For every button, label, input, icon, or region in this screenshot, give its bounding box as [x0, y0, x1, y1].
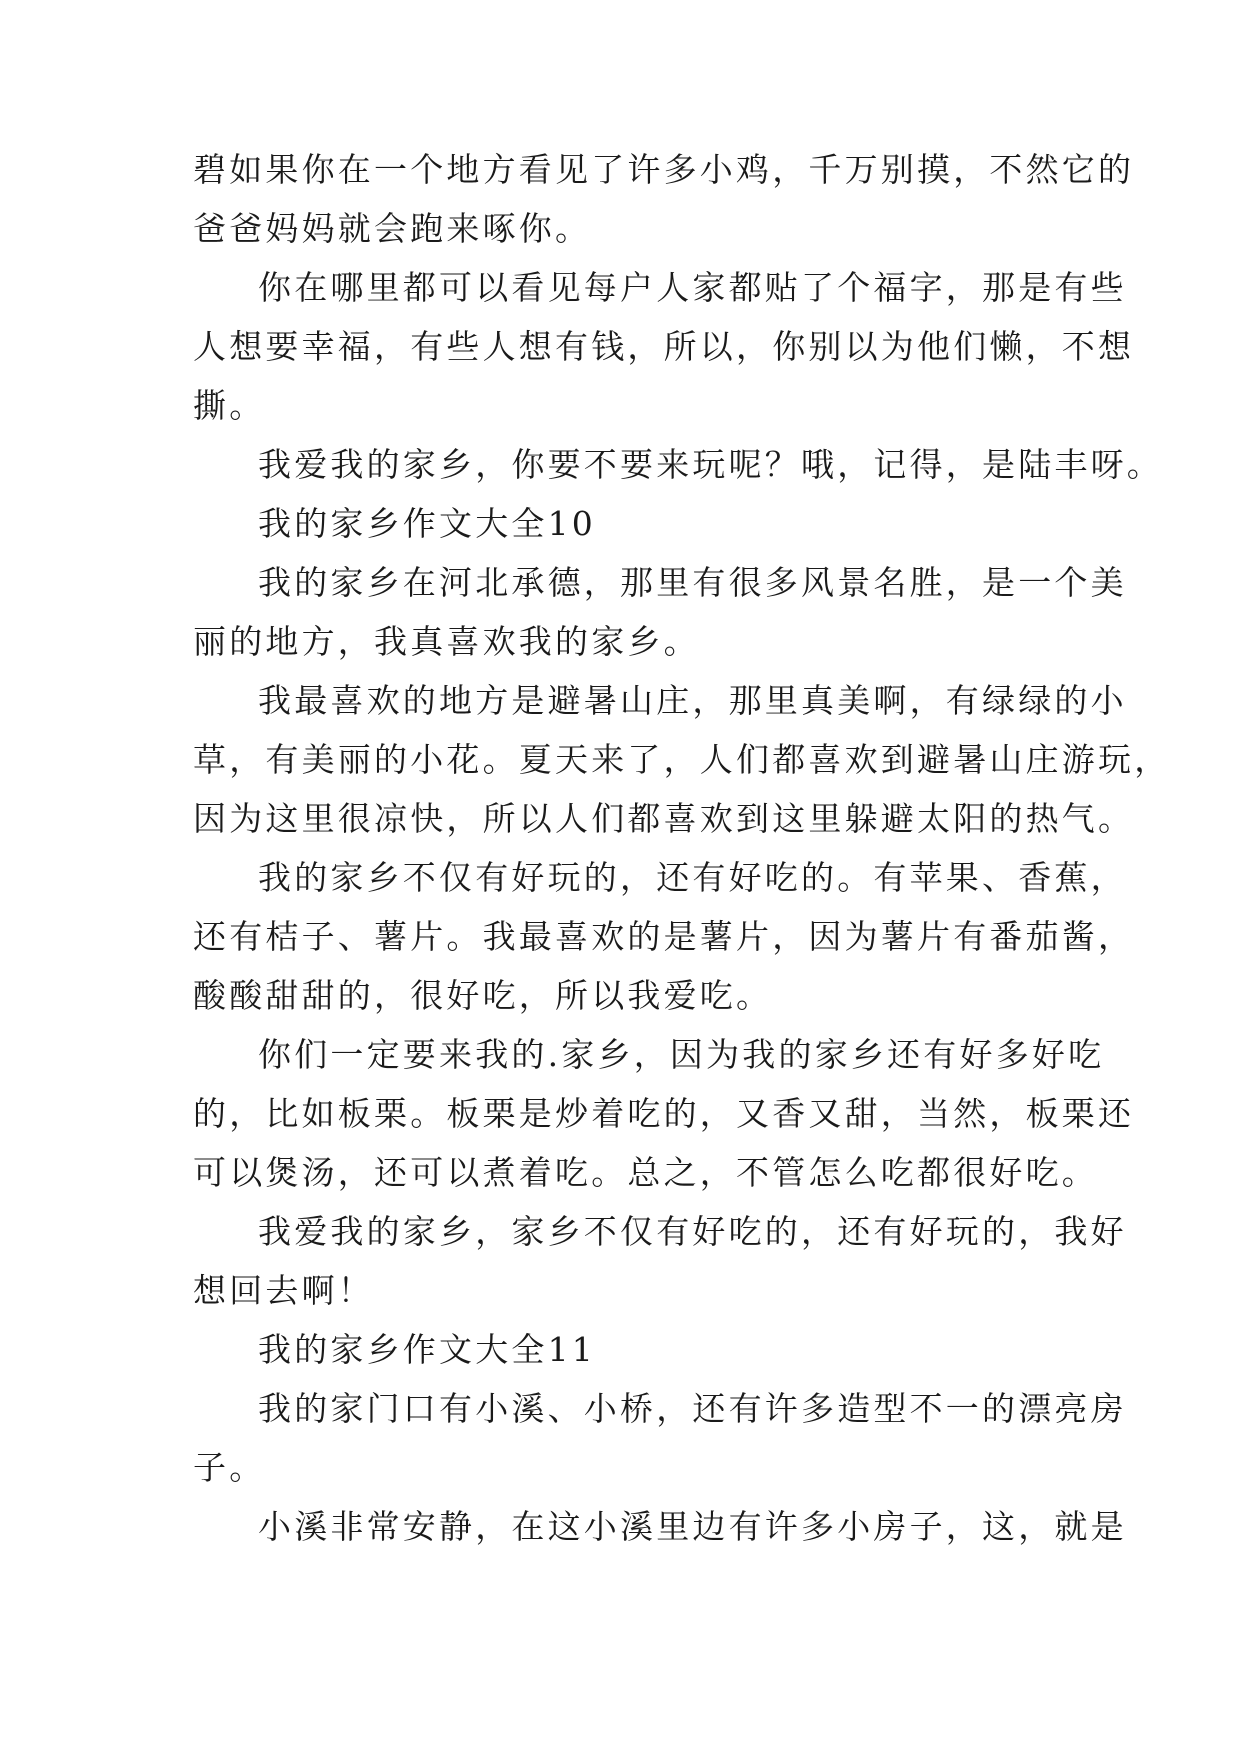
text-line: 可以煲汤，还可以煮着吃。总之，不管怎么吃都很好吃。	[193, 1153, 1098, 1192]
text-line: 碧如果你在一个地方看见了许多小鸡，千万别摸，不然它的	[193, 150, 1135, 189]
text-line: 草，有美丽的小花。夏天来了，人们都喜欢到避暑山庄游玩，	[193, 740, 1171, 779]
text-line: 的，比如板栗。板栗是炒着吃的，又香又甜，当然，板栗还	[193, 1094, 1135, 1133]
text-line: 因为这里很凉快，所以人们都喜欢到这里躲避太阳的热气。	[193, 799, 1135, 838]
text-line: 还有桔子、薯片。我最喜欢的是薯片，因为薯片有番茄酱，	[193, 917, 1135, 956]
text-line: 你在哪里都可以看见每户人家都贴了个福字，那是有些	[258, 268, 1127, 307]
text-line: 酸酸甜甜的，很好吃，所以我爱吃。	[193, 976, 773, 1015]
section-heading: 我的家乡作文大全10	[258, 504, 596, 543]
text-line: 你们一定要来我的.家乡，因为我的家乡还有好多好吃	[258, 1035, 1105, 1074]
text-line: 撕。	[193, 386, 266, 425]
text-line: 我的家乡不仅有好玩的，还有好吃的。有苹果、香蕉，	[258, 858, 1127, 897]
text-line: 我最喜欢的地方是避暑山庄，那里真美啊，有绿绿的小	[258, 681, 1127, 720]
text-line: 爸爸妈妈就会跑来啄你。	[193, 209, 592, 248]
text-line: 想回去啊！	[193, 1271, 374, 1310]
text-line: 小溪非常安静，在这小溪里边有许多小房子，这，就是	[258, 1507, 1127, 1546]
text-line: 我的家乡在河北承德，那里有很多风景名胜，是一个美	[258, 563, 1127, 602]
section-heading: 我的家乡作文大全11	[258, 1330, 596, 1369]
text-line: 丽的地方，我真喜欢我的家乡。	[193, 622, 700, 661]
text-line: 子。	[193, 1448, 266, 1487]
text-line: 我爱我的家乡，家乡不仅有好吃的，还有好玩的，我好	[258, 1212, 1127, 1251]
text-line: 人想要幸福，有些人想有钱，所以，你别以为他们懒，不想	[193, 327, 1135, 366]
text-line: 我的家门口有小溪、小桥，还有许多造型不一的漂亮房	[258, 1389, 1127, 1428]
text-line: 我爱我的家乡，你要不要来玩呢？哦，记得，是陆丰呀。	[258, 445, 1163, 484]
